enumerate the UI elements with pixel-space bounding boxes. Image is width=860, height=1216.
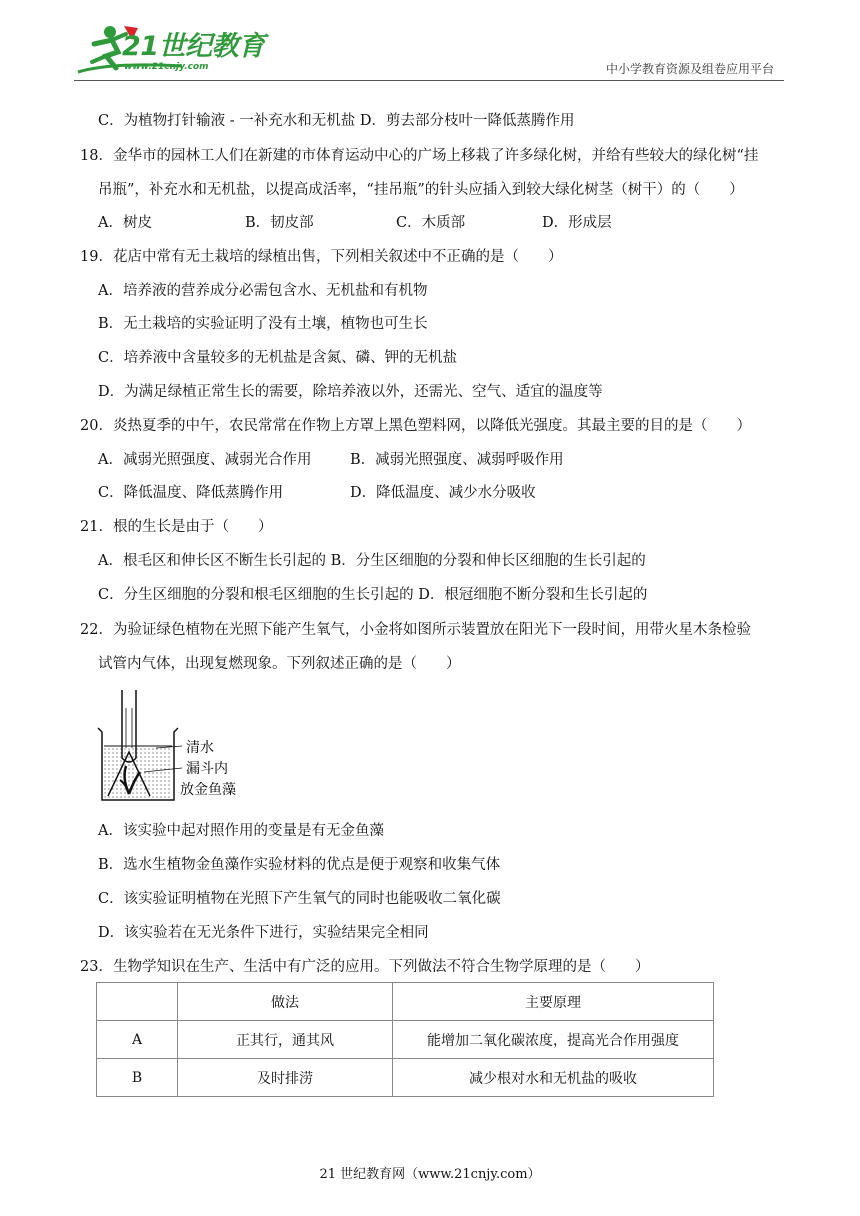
table-row xyxy=(97,1059,714,1097)
logo-text: 21世纪教育 xyxy=(122,31,265,62)
q18-stem-line2: 吊瓶”，补充水和无机盐，以提高成活率，“挂吊瓶”的针头应插入到较大绿化树茎（树干）的（ ） xyxy=(98,182,744,198)
label-water: 清水 xyxy=(186,740,214,756)
page-footer: 21 世纪教育网（www.21cnjy.com） xyxy=(319,1167,541,1182)
q18-option-c: C．木质部 xyxy=(396,215,466,231)
q19-option-d: D．为满足绿植正常生长的需要，除培养液以外，还需光、空气、适宜的温度等 xyxy=(98,384,603,400)
experiment-figure xyxy=(96,688,256,804)
q19-option-b: B．无土栽培的实验证明了没有土壤，植物也可生长 xyxy=(98,316,428,332)
label-plant: 放金鱼藻 xyxy=(180,782,236,798)
q21-options-cd: C．分生区细胞的分裂和根毛区细胞的生长引起的 D．根冠细胞不断分裂和生长引起的 xyxy=(98,587,648,603)
q18-options xyxy=(98,213,612,233)
q23-table xyxy=(96,982,714,1097)
q20-option-b: B．减弱光照强度、减弱呼吸作用 xyxy=(350,452,564,468)
q20-option-d: D．降低温度、减少水分吸收 xyxy=(350,485,536,501)
q18-stem-line1: 18．金华市的园林工人们在新建的市体育运动中心的广场上移栽了许多绿化树，并给有些较大的绿化树“挂 xyxy=(80,148,759,164)
platform-name: 中小学教育资源及组卷应用平台 xyxy=(605,62,774,76)
table-header-row xyxy=(97,983,714,1021)
table-row xyxy=(97,1021,714,1059)
table-cell: 减少根对水和无机盐的吸收 xyxy=(393,1059,714,1097)
label-funnel: 漏斗内 xyxy=(186,761,228,777)
q18-option-b: B．韧皮部 xyxy=(245,215,314,231)
table-header-cell: 主要原理 xyxy=(393,983,714,1021)
q22-option-d: D．该实验若在无光条件下进行，实验结果完全相同 xyxy=(98,925,429,941)
q20-options-cd xyxy=(98,483,536,503)
q20-options-ab xyxy=(98,450,564,470)
table-cell: B xyxy=(97,1059,178,1097)
q18-option-d: D．形成层 xyxy=(542,215,612,231)
table-cell: 能增加二氧化碳浓度，提高光合作用强度 xyxy=(393,1021,714,1059)
q22-stem-line2: 试管内气体，出现复燃现象。下列叙述正确的是（ ） xyxy=(98,656,461,672)
table-cell: 正其行，通其风 xyxy=(178,1021,393,1059)
q17-options-cd: C．为植物打针输液 - 一补充水和无机盐 D．剪去部分枝叶一降低蒸腾作用 xyxy=(98,113,575,129)
header-divider xyxy=(74,80,784,81)
table-header-cell: 做法 xyxy=(178,983,393,1021)
q22-option-b: B．选水生植物金鱼藻作实验材料的优点是便于观察和收集气体 xyxy=(98,857,501,873)
logo-url: www.21cnjy.com xyxy=(124,62,209,72)
table-header-cell xyxy=(97,983,178,1021)
q19-option-c: C．培养液中含量较多的无机盐是含氮、磷、钾的无机盐 xyxy=(98,350,458,366)
q21-options-ab: A．根毛区和伸长区不断生长引起的 B．分生区细胞的分裂和伸长区细胞的生长引起的 xyxy=(98,553,646,569)
q20-stem: 20．炎热夏季的中午，农民常常在作物上方罩上黑色塑料网，以降低光强度。其最主要的目的是（ ） xyxy=(80,418,751,434)
q21-stem: 21．根的生长是由于（ ） xyxy=(80,519,273,535)
beaker-apparatus-diagram xyxy=(96,688,256,804)
q22-stem-line1: 22．为验证绿色植物在光照下能产生氧气，小金将如图所示装置放在阳光下一段时间，用带火星木条检验 xyxy=(80,622,751,638)
q23-stem: 23．生物学知识在生产、生活中有广泛的应用。下列做法不符合生物学原理的是（ ） xyxy=(80,959,650,975)
table-cell: 及时排涝 xyxy=(178,1059,393,1097)
q19-stem: 19．花店中常有无土栽培的绿植出售，下列相关叙述中不正确的是（ ） xyxy=(80,249,563,265)
q20-option-c: C．降低温度、降低蒸腾作用 xyxy=(98,485,284,501)
q19-option-a: A．培养液的营养成分必需包含水、无机盐和有机物 xyxy=(98,283,428,299)
q22-option-c: C．该实验证明植物在光照下产生氧气的同时也能吸收二氧化碳 xyxy=(98,891,501,907)
q20-option-a: A．减弱光照强度、减弱光合作用 xyxy=(98,452,312,468)
q18-option-a: A．树皮 xyxy=(98,215,152,231)
page-header xyxy=(0,0,860,82)
table-cell: A xyxy=(97,1021,178,1059)
q22-option-a: A．该实验中起对照作用的变量是有无金鱼藻 xyxy=(98,823,384,839)
